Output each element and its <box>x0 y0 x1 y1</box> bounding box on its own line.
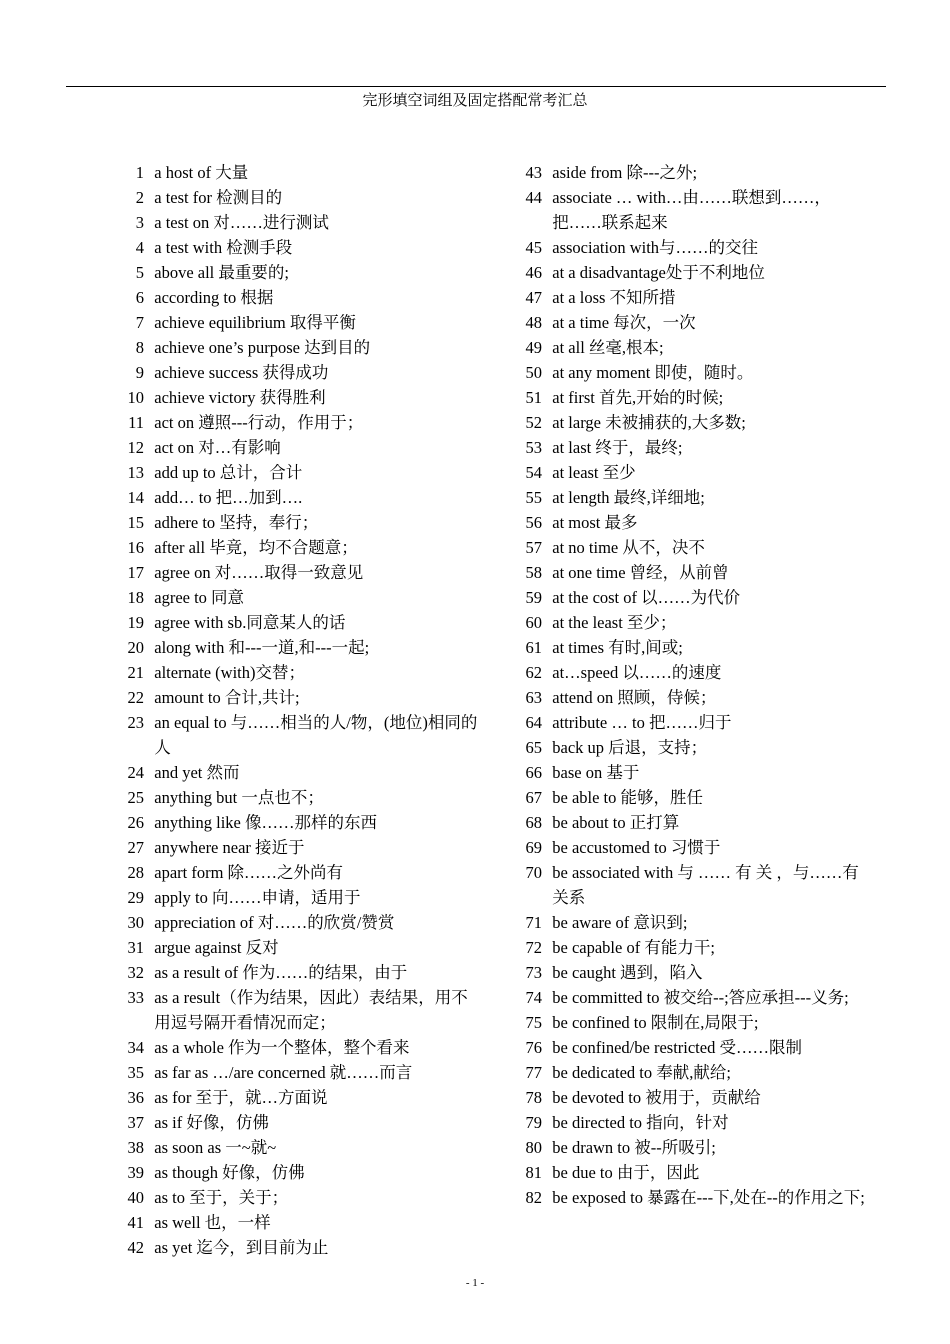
list-item <box>502 710 872 735</box>
entry-number: 54 <box>525 463 542 482</box>
list-item <box>502 810 872 835</box>
list-item <box>104 560 484 585</box>
entry-text: at large 未被捕获的,大多数; <box>552 413 746 432</box>
entry-number: 44 <box>525 188 542 207</box>
entry-number: 75 <box>525 1013 542 1032</box>
entry-number: 45 <box>525 238 542 257</box>
list-item <box>502 760 872 785</box>
list-item <box>104 885 484 910</box>
list-item <box>104 985 484 1035</box>
list-item <box>104 860 484 885</box>
list-item <box>104 360 484 385</box>
entry-number: 55 <box>525 488 542 507</box>
entry-text: agree on 对……取得一致意见 <box>154 563 364 582</box>
list-item <box>502 1135 872 1160</box>
entry-text: anything but 一点也不； <box>154 788 324 807</box>
list-item <box>502 935 872 960</box>
entry-number: 19 <box>127 613 144 632</box>
list-item <box>502 635 872 660</box>
entry-number: 62 <box>525 663 542 682</box>
entry-text: as for 至于，就…方面说 <box>154 1088 328 1107</box>
entry-text: at a loss 不知所措 <box>552 288 676 307</box>
entry-text: agree with sb.同意某人的话 <box>154 613 346 632</box>
entry-text: association with与……的交往 <box>552 238 759 257</box>
list-item <box>104 1185 484 1210</box>
entry-number: 57 <box>525 538 542 557</box>
header-rule <box>66 86 886 87</box>
entry-number: 33 <box>127 988 144 1007</box>
list-item <box>502 485 872 510</box>
entry-number: 64 <box>525 713 542 732</box>
entry-number: 52 <box>525 413 542 432</box>
entry-text: add up to 总计，合计 <box>154 463 303 482</box>
list-item <box>104 960 484 985</box>
entry-number: 16 <box>127 538 144 557</box>
entry-text: at the cost of 以……为代价 <box>552 588 741 607</box>
list-item <box>104 235 484 260</box>
list-item <box>502 310 872 335</box>
entry-text: attribute … to 把……归于 <box>552 713 732 732</box>
entry-text: as a result of 作为……的结果，由于 <box>154 963 408 982</box>
entry-text: at the least 至少； <box>552 613 677 632</box>
entry-text: at least 至少 <box>552 463 636 482</box>
entry-number: 25 <box>127 788 144 807</box>
list-item <box>104 910 484 935</box>
entry-text: at times 有时,间或; <box>552 638 683 657</box>
entry-text: appreciation of 对……的欣赏/赞赏 <box>154 913 395 932</box>
entry-number: 42 <box>127 1238 144 1257</box>
list-item <box>104 585 484 610</box>
list-item <box>502 1185 872 1210</box>
entry-number: 61 <box>525 638 542 657</box>
list-item <box>104 385 484 410</box>
entry-number: 7 <box>135 313 144 332</box>
list-item <box>104 435 484 460</box>
entry-text: amount to 合计,共计; <box>154 688 300 707</box>
list-item <box>502 535 872 560</box>
entry-number: 3 <box>135 213 144 232</box>
list-item <box>502 285 872 310</box>
list-item <box>502 1035 872 1060</box>
entry-number: 12 <box>127 438 144 457</box>
entry-text: at all 丝毫,根本; <box>552 338 664 357</box>
entry-text: at most 最多 <box>552 513 638 532</box>
entry-text: a test on 对……进行测试 <box>154 213 329 232</box>
list-item <box>502 685 872 710</box>
list-item <box>104 1235 484 1260</box>
entry-number: 28 <box>127 863 144 882</box>
list-item <box>502 1160 872 1185</box>
list-item <box>502 610 872 635</box>
entry-text: be accustomed to 习惯于 <box>552 838 721 857</box>
entry-number: 69 <box>525 838 542 857</box>
entry-text: a host of 大量 <box>154 163 249 182</box>
entry-text: add… to 把…加到…. <box>154 488 303 507</box>
list-item <box>502 985 872 1010</box>
entry-number: 78 <box>525 1088 542 1107</box>
entry-number: 50 <box>525 363 542 382</box>
entry-number: 20 <box>127 638 144 657</box>
list-item <box>502 860 872 910</box>
entry-text: be able to 能够，胜任 <box>552 788 704 807</box>
entry-text: and yet 然而 <box>154 763 240 782</box>
entry-number: 1 <box>135 163 144 182</box>
list-item <box>104 1060 484 1085</box>
entry-number: 22 <box>127 688 144 707</box>
entry-number: 48 <box>525 313 542 332</box>
entry-text: attend on 照顾，侍候； <box>552 688 717 707</box>
entry-number: 27 <box>127 838 144 857</box>
entry-text: as a result（作为结果，因此）表结果，用不用逗号隔开看情况而定； <box>154 988 468 1032</box>
entry-text: as soon as 一~就~ <box>154 1138 277 1157</box>
entry-text: be committed to 被交给--;答应承担---义务; <box>552 988 849 1007</box>
entry-text: be dedicated to 奉献,献给; <box>552 1063 731 1082</box>
entry-text: act on 遵照---行动，作用于； <box>154 413 364 432</box>
entry-text: as yet 迄今，到目前为止 <box>154 1238 329 1257</box>
entry-number: 23 <box>127 713 144 732</box>
entry-text: at length 最终,详细地; <box>552 488 705 507</box>
entry-text: anywhere near 接近于 <box>154 838 305 857</box>
entry-number: 82 <box>525 1188 542 1207</box>
list-item <box>104 1110 484 1135</box>
entry-number: 5 <box>135 263 144 282</box>
entry-text: act on 对…有影响 <box>154 438 281 457</box>
entry-number: 65 <box>525 738 542 757</box>
right-column <box>502 160 872 1210</box>
entry-number: 8 <box>135 338 144 357</box>
list-item <box>502 160 872 185</box>
entry-number: 36 <box>127 1088 144 1107</box>
entry-text: be caught 遇到，陷入 <box>552 963 703 982</box>
entry-text: as though 好像，仿佛 <box>154 1163 305 1182</box>
entry-text: be devoted to 被用于，贡献给 <box>552 1088 761 1107</box>
list-item <box>502 460 872 485</box>
entry-text: above all 最重要的; <box>154 263 289 282</box>
entry-number: 13 <box>127 463 144 482</box>
list-item <box>502 585 872 610</box>
entry-number: 29 <box>127 888 144 907</box>
list-item <box>104 635 484 660</box>
entry-text: adhere to 坚持，奉行； <box>154 513 319 532</box>
entry-text: be about to 正打算 <box>552 813 680 832</box>
entry-number: 21 <box>127 663 144 682</box>
entry-text: at last 终于，最终; <box>552 438 683 457</box>
entry-text: at first 首先,开始的时候; <box>552 388 724 407</box>
entry-text: be confined to 限制在,局限于; <box>552 1013 759 1032</box>
entry-text: according to 根据 <box>154 288 274 307</box>
list-item <box>502 510 872 535</box>
entry-number: 76 <box>525 1038 542 1057</box>
entry-text: apart form 除……之外尚有 <box>154 863 344 882</box>
list-item <box>502 235 872 260</box>
list-item <box>104 1085 484 1110</box>
entry-text: be capable of 有能力干; <box>552 938 715 957</box>
entry-text: as a whole 作为一个整体，整个看来 <box>154 1038 410 1057</box>
entry-number: 49 <box>525 338 542 357</box>
entry-number: 4 <box>135 238 144 257</box>
entry-number: 11 <box>128 413 144 432</box>
entry-text: achieve one’s purpose 达到目的 <box>154 338 371 357</box>
list-item <box>502 560 872 585</box>
entry-text: achieve equilibrium 取得平衡 <box>154 313 356 332</box>
list-item <box>502 385 872 410</box>
entry-number: 73 <box>525 963 542 982</box>
list-item <box>104 785 484 810</box>
list-item <box>104 260 484 285</box>
entry-number: 56 <box>525 513 542 532</box>
entry-number: 74 <box>525 988 542 1007</box>
entry-number: 79 <box>525 1113 542 1132</box>
list-item <box>104 510 484 535</box>
list-item <box>502 960 872 985</box>
list-item <box>502 835 872 860</box>
entry-number: 6 <box>135 288 144 307</box>
entry-number: 39 <box>127 1163 144 1182</box>
entry-number: 70 <box>525 863 542 882</box>
list-item <box>502 785 872 810</box>
list-item <box>502 735 872 760</box>
list-item <box>104 210 484 235</box>
entry-number: 24 <box>127 763 144 782</box>
entry-number: 15 <box>127 513 144 532</box>
entry-text: as far as …/are concerned 就……而言 <box>154 1063 413 1082</box>
list-item <box>104 335 484 360</box>
entry-text: as to 至于，关于； <box>154 1188 289 1207</box>
entry-number: 2 <box>135 188 144 207</box>
entry-number: 53 <box>525 438 542 457</box>
entry-number: 60 <box>525 613 542 632</box>
list-item <box>502 185 872 235</box>
list-item <box>502 1110 872 1135</box>
entry-number: 77 <box>525 1063 542 1082</box>
entry-text: at a time 每次，一次 <box>552 313 696 332</box>
entry-number: 80 <box>525 1138 542 1157</box>
list-item <box>104 935 484 960</box>
entry-number: 34 <box>127 1038 144 1057</box>
entry-number: 43 <box>525 163 542 182</box>
entry-text: a test for 检测目的 <box>154 188 283 207</box>
entry-text: at one time 曾经，从前曾 <box>552 563 729 582</box>
entry-text: as if 好像，仿佛 <box>154 1113 269 1132</box>
entry-text: a test with 检测手段 <box>154 238 293 257</box>
entry-text: achieve success 获得成功 <box>154 363 329 382</box>
entry-text: along with 和---一道,和---一起; <box>154 638 370 657</box>
entry-number: 35 <box>127 1063 144 1082</box>
entry-number: 10 <box>127 388 144 407</box>
page-title: 完形填空词组及固定搭配常考汇总 <box>362 91 588 109</box>
entry-number: 17 <box>127 563 144 582</box>
entry-number: 71 <box>525 913 542 932</box>
entry-text: after all 毕竟，均不合题意； <box>154 538 358 557</box>
entry-number: 59 <box>525 588 542 607</box>
entry-text: achieve victory 获得胜利 <box>154 388 326 407</box>
entry-number: 37 <box>127 1113 144 1132</box>
entry-text: associate … with…由……联想到……，把……联系起来 <box>552 188 831 232</box>
entry-text: be drawn to 被--所吸引; <box>552 1138 716 1157</box>
entry-number: 68 <box>525 813 542 832</box>
entry-number: 40 <box>127 1188 144 1207</box>
entry-text: argue against 反对 <box>154 938 279 957</box>
list-item <box>104 535 484 560</box>
entry-number: 9 <box>135 363 144 382</box>
list-item <box>104 610 484 635</box>
list-item <box>104 810 484 835</box>
entry-number: 72 <box>525 938 542 957</box>
entry-text: be directed to 指向，针对 <box>552 1113 729 1132</box>
list-item <box>104 410 484 435</box>
list-item <box>104 1035 484 1060</box>
entry-text: aside from 除---之外; <box>552 163 698 182</box>
list-item <box>104 285 484 310</box>
list-item <box>502 410 872 435</box>
entry-number: 32 <box>127 963 144 982</box>
entry-number: 46 <box>525 263 542 282</box>
list-item <box>104 160 484 185</box>
list-item <box>104 310 484 335</box>
list-item <box>502 910 872 935</box>
entry-text: agree to 同意 <box>154 588 245 607</box>
entry-number: 41 <box>127 1213 144 1232</box>
list-item <box>104 710 484 760</box>
list-item <box>104 835 484 860</box>
entry-number: 38 <box>127 1138 144 1157</box>
list-item <box>104 1160 484 1185</box>
entry-text: be confined/be restricted 受……限制 <box>552 1038 802 1057</box>
list-item <box>104 1210 484 1235</box>
entry-text: anything like 像……那样的东西 <box>154 813 377 832</box>
list-item <box>104 485 484 510</box>
entry-text: an equal to 与……相当的人/物，(地位)相同的人 <box>154 713 478 757</box>
entry-number: 58 <box>525 563 542 582</box>
entry-number: 26 <box>127 813 144 832</box>
page-number: - 1 - <box>465 1277 485 1289</box>
list-item <box>104 760 484 785</box>
list-item <box>104 660 484 685</box>
entry-number: 67 <box>525 788 542 807</box>
list-item <box>502 335 872 360</box>
list-item <box>502 360 872 385</box>
list-item <box>502 435 872 460</box>
entry-text: be aware of 意识到; <box>552 913 688 932</box>
entry-text: back up 后退，支持； <box>552 738 708 757</box>
entry-text: at any moment 即使，随时。 <box>552 363 754 382</box>
entry-text: be associated with 与 …… 有 关 ，与……有关系 <box>552 863 859 907</box>
entry-number: 66 <box>525 763 542 782</box>
list-item <box>104 1135 484 1160</box>
list-item <box>104 685 484 710</box>
list-item <box>104 460 484 485</box>
left-column <box>104 160 484 1260</box>
entry-text: base on 基于 <box>552 763 640 782</box>
list-item <box>104 185 484 210</box>
list-item <box>502 660 872 685</box>
entry-text: at a disadvantage处于不利地位 <box>552 263 765 282</box>
entry-number: 14 <box>127 488 144 507</box>
entry-number: 47 <box>525 288 542 307</box>
entry-number: 63 <box>525 688 542 707</box>
entry-text: alternate (with)交替； <box>154 663 305 682</box>
entry-number: 81 <box>525 1163 542 1182</box>
entry-number: 30 <box>127 913 144 932</box>
list-item <box>502 1060 872 1085</box>
entry-text: be due to 由于，因此 <box>552 1163 700 1182</box>
entry-text: as well 也，一样 <box>154 1213 271 1232</box>
entry-number: 18 <box>127 588 144 607</box>
entry-number: 51 <box>525 388 542 407</box>
entry-text: be exposed to 暴露在---下,处在--的作用之下; <box>552 1188 865 1207</box>
entry-text: at no time 从不，决不 <box>552 538 705 557</box>
list-item <box>502 260 872 285</box>
list-item <box>502 1085 872 1110</box>
entry-text: apply to 向……申请，适用于 <box>154 888 361 907</box>
list-item <box>502 1010 872 1035</box>
entry-number: 31 <box>127 938 144 957</box>
entry-text: at…speed 以……的速度 <box>552 663 722 682</box>
